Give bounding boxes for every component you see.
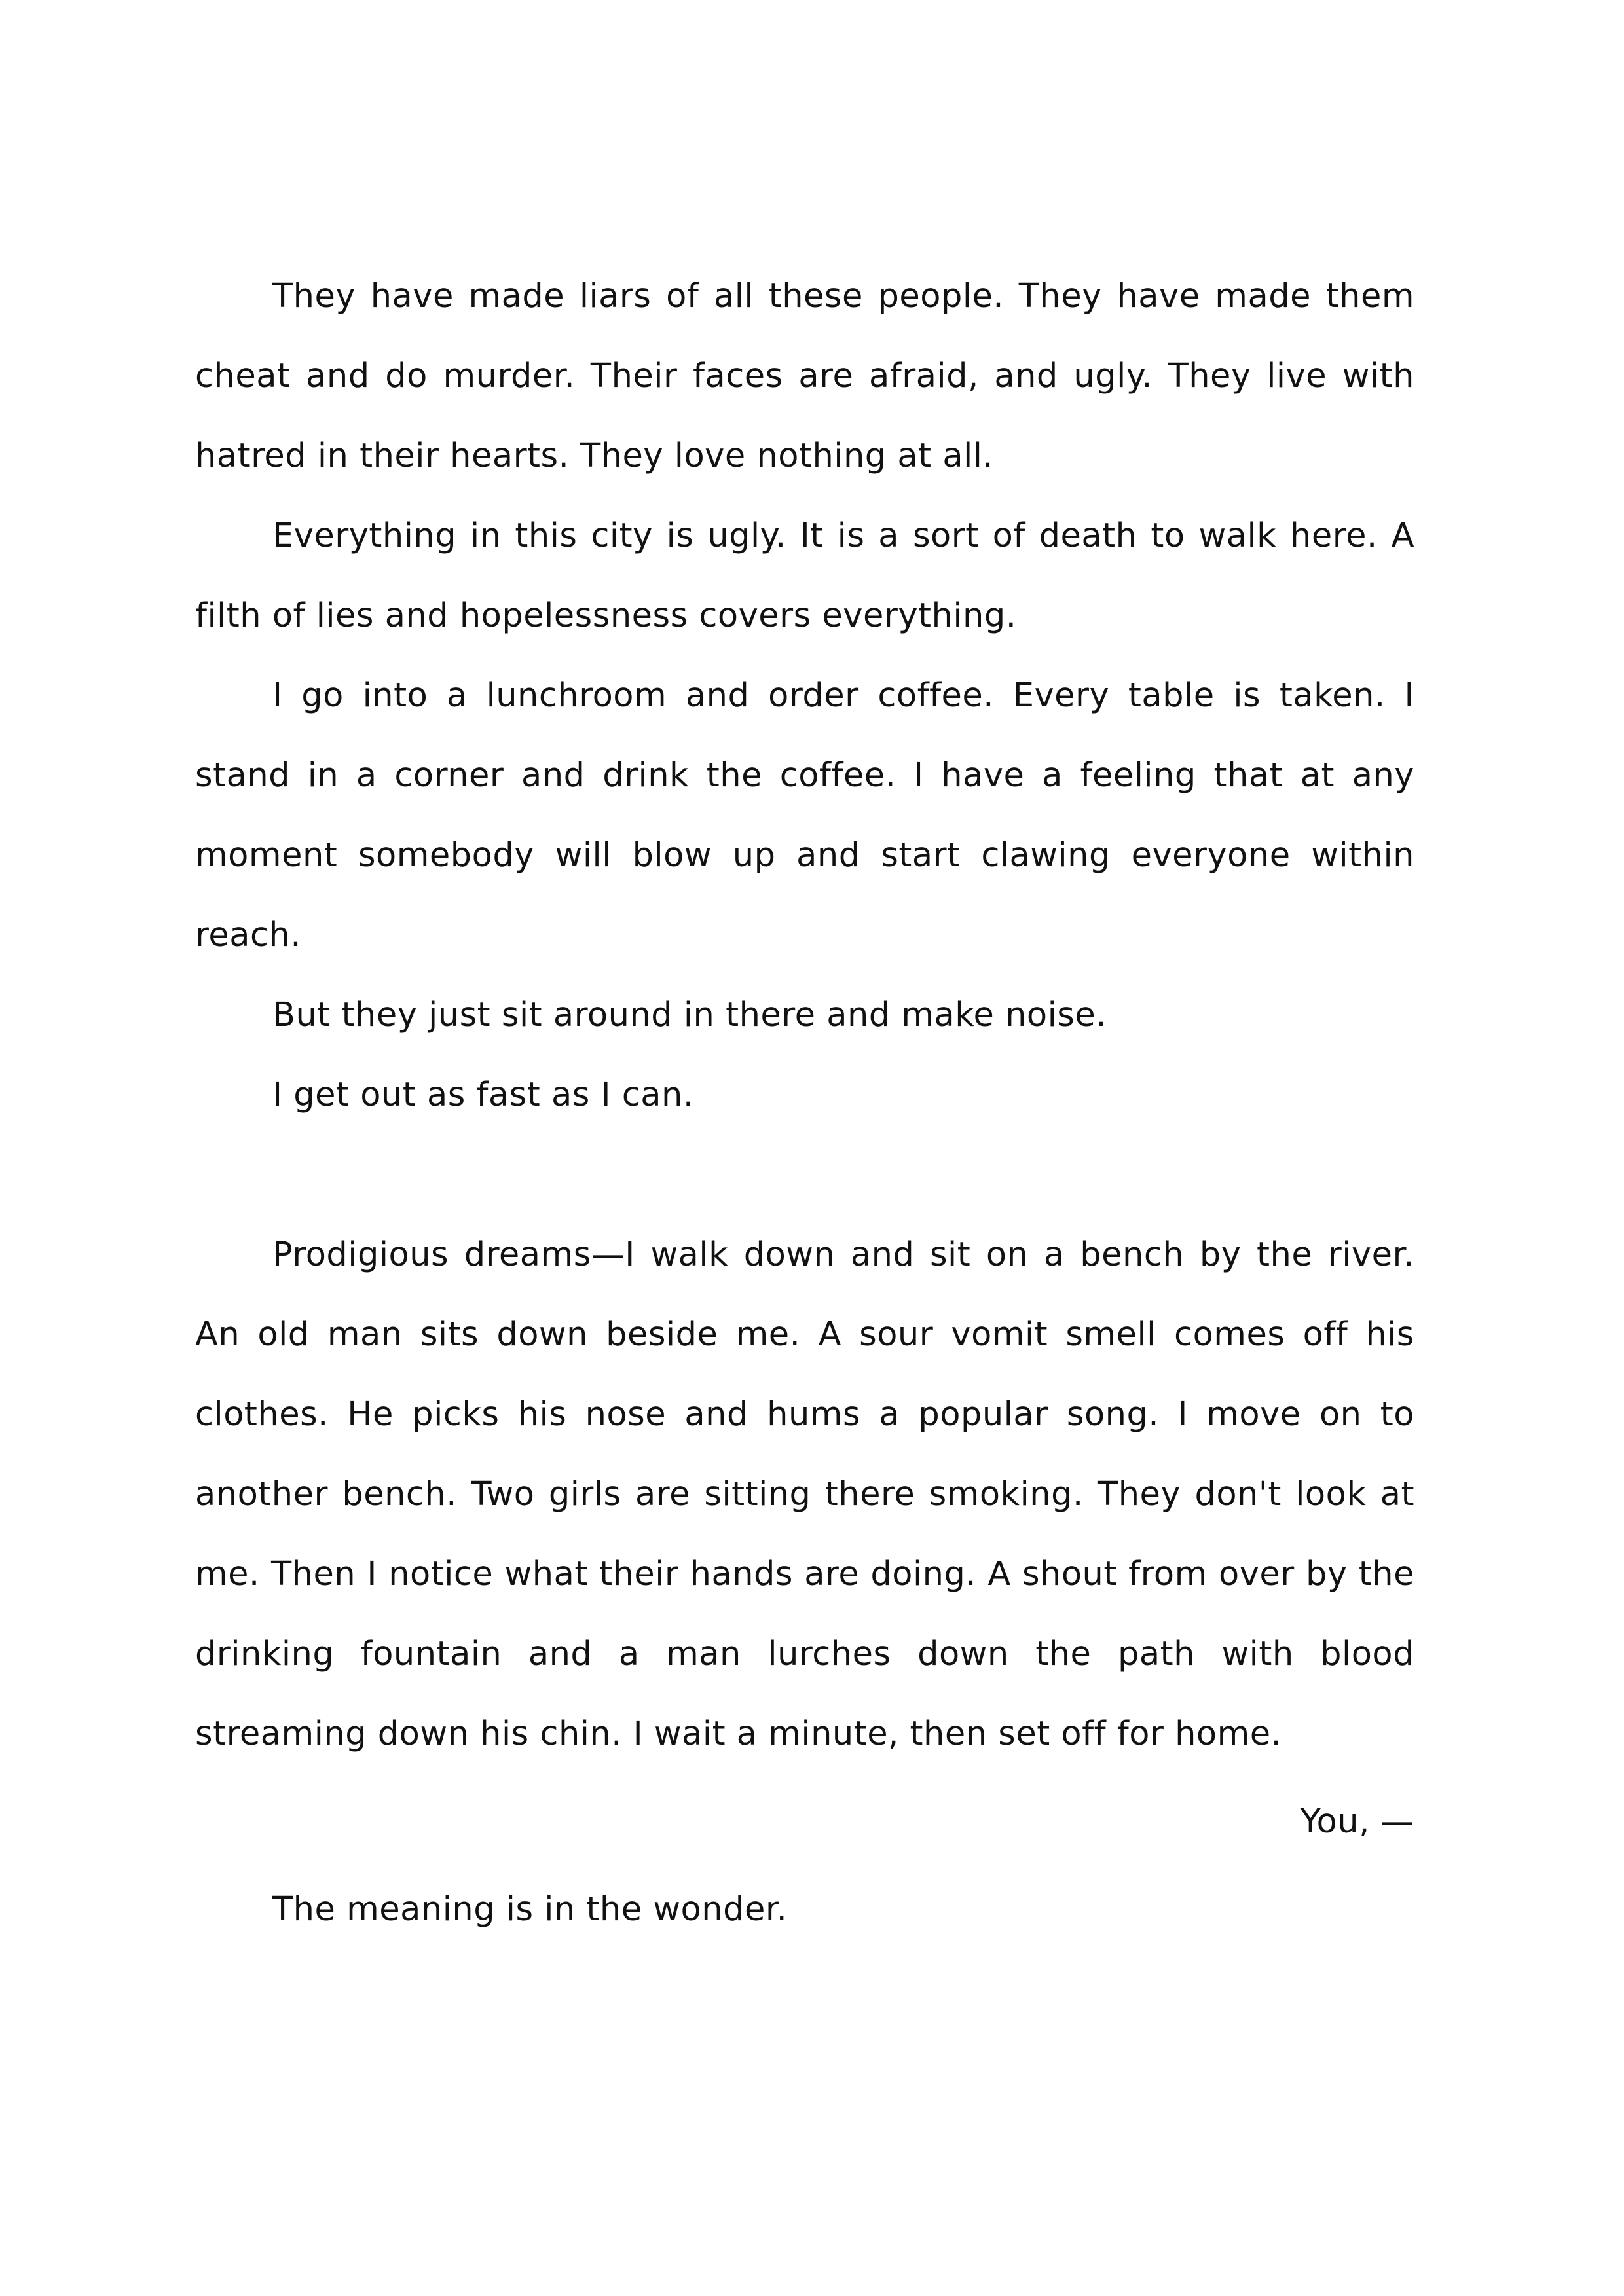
paragraph-make-noise: But they just sit around in there and make noise.: [272, 996, 1107, 1034]
body-text: [195, 257, 1414, 1950]
section-gap: [195, 1135, 1414, 1215]
paragraph-prodigious-dreams: Prodigious dreams—I walk down and sit on a bench by the river. An old man sits down beside me. A sour vomit smell comes off his clothes. He picks his nose and hums a popular song. I move on to another bench. Two girls are sitting there smoking. They don't look at me. Then I notice what their hands are doing. A shout from over by the drinking fountain and a man lurches down the path with blood streaming down his chin. I wait a minute, then set off for home.: [195, 1235, 1414, 1753]
signature-line: You, —: [1300, 1802, 1414, 1841]
paragraph-closing: The meaning is in the wonder.: [272, 1890, 788, 1929]
paragraph-liars: They have made liars of all these people. They have made them cheat and do murder. Their faces are afraid, and ugly. They live with hatred in their hearts. They love nothing at all.: [195, 277, 1414, 475]
paragraph-get-out: I get out as fast as I can.: [272, 1076, 694, 1114]
paragraph-city-ugly: Everything in this city is ugly. It is a sort of death to walk here. A filth of lies and hopelessness covers everything.: [195, 517, 1414, 635]
paragraph-lunchroom: I go into a lunchroom and order coffee. Every table is taken. I stand in a corner and drink the coffee. I have a feeling that at any moment somebody will blow up and start clawing everyone within reach.: [195, 676, 1414, 955]
